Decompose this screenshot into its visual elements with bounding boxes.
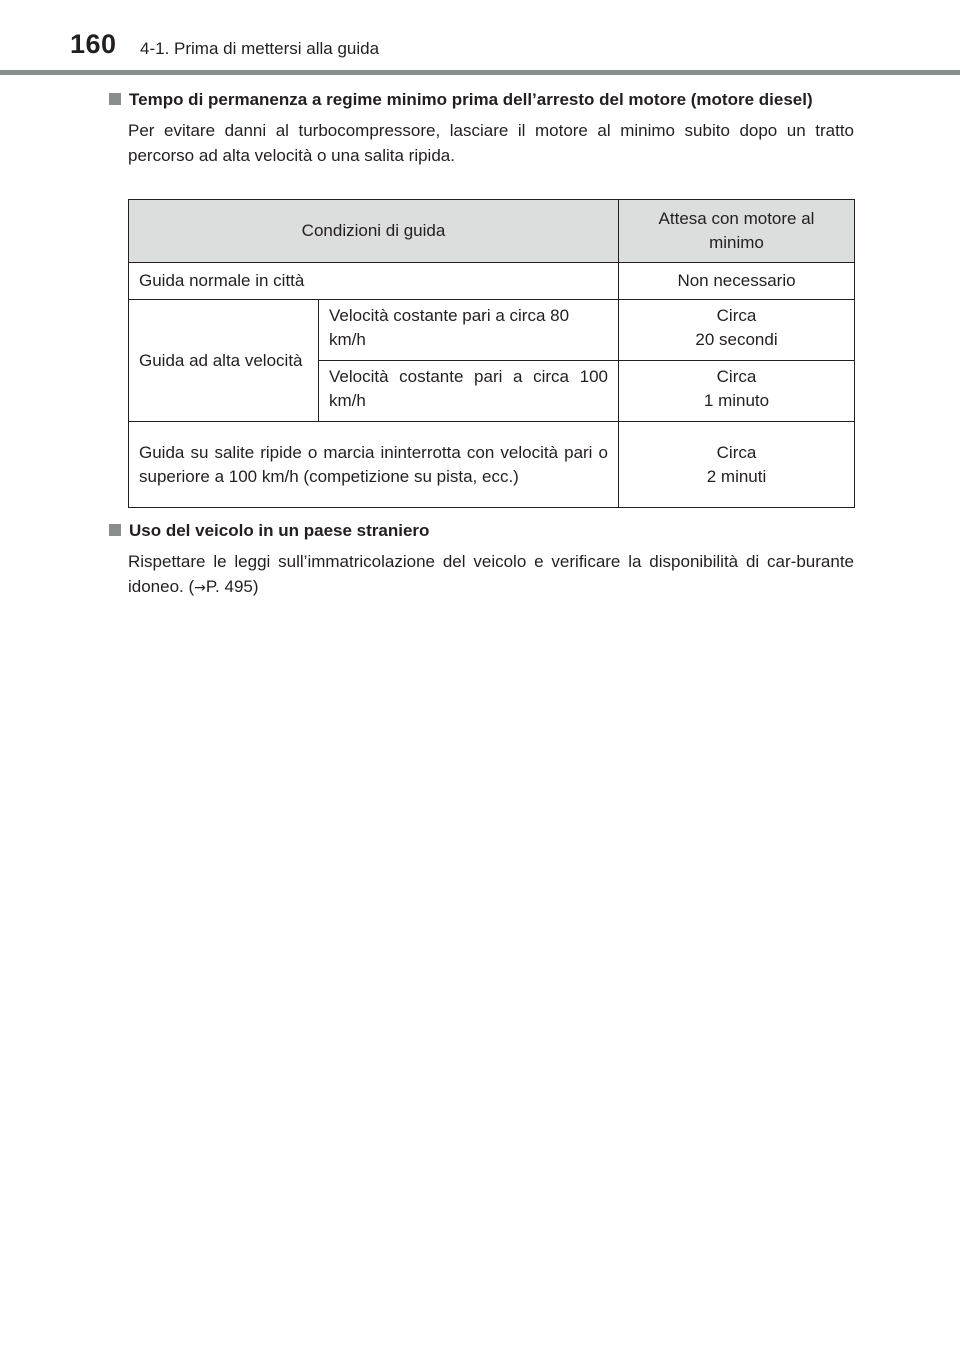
cell-steep-driving: Guida su salite ripide o marcia ininterrotta con velocità pari o superiore a 100 km/h (competizione su pista, ecc.)	[129, 422, 619, 508]
square-bullet-icon	[109, 93, 121, 105]
header-driving-conditions: Condizioni di guida	[129, 200, 619, 263]
section-foreign-country	[109, 518, 854, 601]
page-reference-link[interactable]: P. 495	[205, 577, 253, 596]
arrow-right-icon: →	[194, 580, 206, 596]
table-header-row	[129, 200, 855, 263]
cell-wait-20s	[619, 300, 855, 361]
idle-time-table	[128, 199, 855, 508]
cell-highway-driving: Guida ad alta velocità	[129, 300, 319, 422]
cell-speed-100: Velocità costante pari a circa 100 km/h	[319, 361, 619, 422]
wait-20s-line2: 20 secondi	[695, 330, 778, 349]
header-idle-wait: Attesa con motore al minimo	[619, 200, 855, 263]
cell-wait-1min	[619, 361, 855, 422]
header-divider	[0, 70, 960, 75]
foreign-use-heading	[109, 518, 854, 543]
foreign-use-paragraph	[128, 549, 854, 601]
table-row	[129, 422, 855, 508]
cell-city-wait: Non necessario	[619, 263, 855, 300]
wait-1min-line2: 1 minuto	[703, 391, 770, 410]
cell-city-driving: Guida normale in città	[129, 263, 619, 300]
section-title: 4-1. Prima di mettersi alla guida	[140, 39, 380, 58]
wait-2min-line1: Circa	[716, 442, 757, 462]
idle-time-heading-text: Tempo di permanenza a regime minimo prima dell’arresto del motore (motore diesel)	[129, 90, 813, 109]
wait-2min-line2: 2 minuti	[706, 466, 767, 486]
idle-time-heading	[109, 87, 854, 112]
paren-close: )	[252, 577, 259, 596]
wait-1min-line1: Circa	[716, 367, 757, 386]
foreign-use-heading-text: Uso del veicolo in un paese straniero	[129, 521, 430, 540]
idle-time-paragraph: Per evitare danni al turbocompressore, lasciare il motore al minimo subito dopo un tratto percorso ad alta velocità o una salita ripida.	[128, 121, 854, 165]
square-bullet-icon	[109, 524, 121, 536]
table-row	[129, 263, 855, 300]
page-number: 160	[70, 29, 117, 59]
table-row	[129, 300, 855, 361]
foreign-use-text: Rispettare le leggi sull’immatricolazione del veicolo e verificare la disponibilità di car-burante idoneo. (	[128, 552, 854, 596]
wait-20s-line1: Circa	[716, 306, 757, 325]
cell-wait-2min	[619, 422, 855, 508]
cell-speed-80: Velocità costante pari a circa 80 km/h	[319, 300, 619, 361]
section-idle-time	[109, 87, 854, 168]
